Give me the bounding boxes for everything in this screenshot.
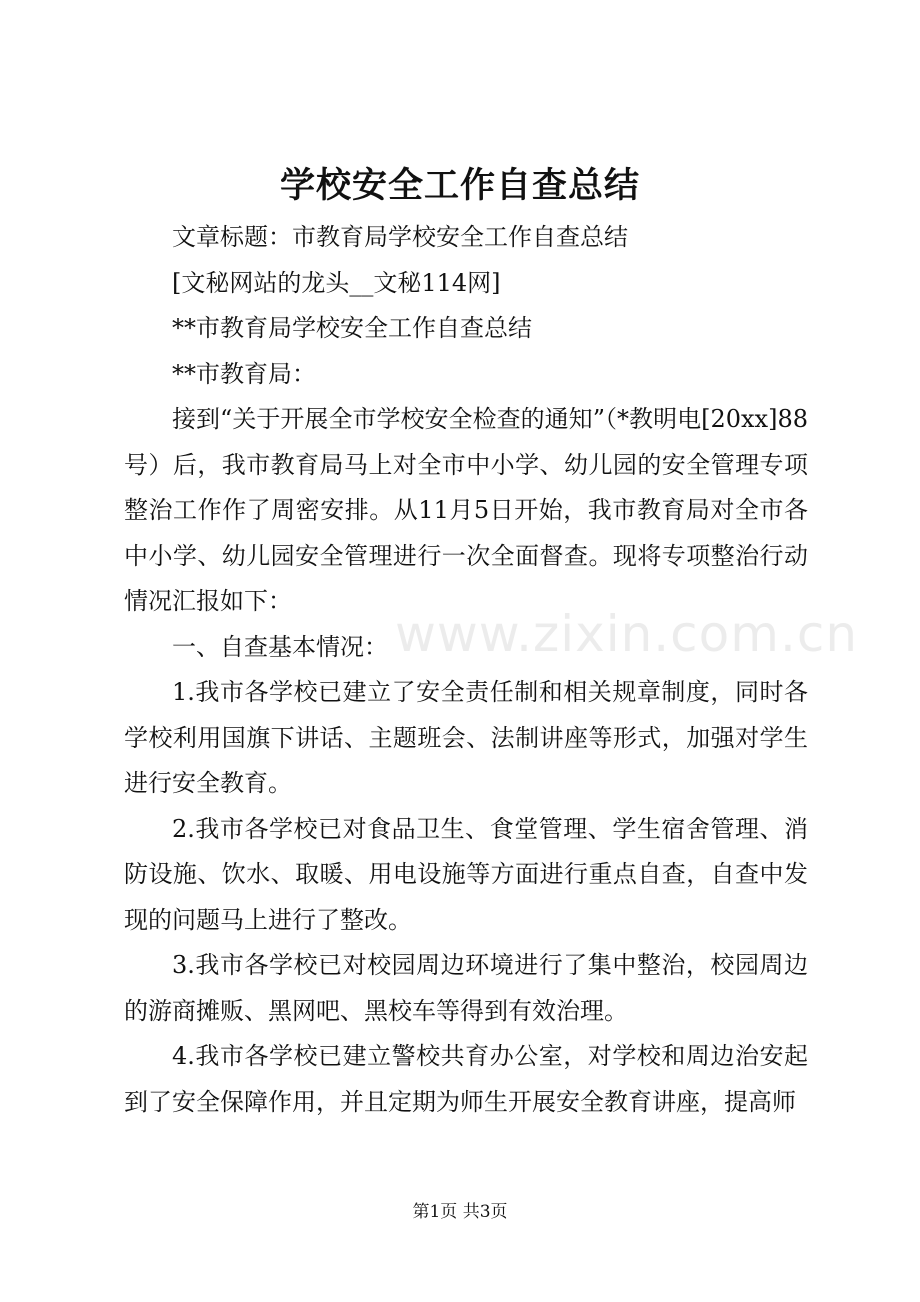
salutation-line: **市教育局： (172, 359, 316, 388)
document-body (124, 215, 808, 1125)
paragraph-item-3: 3.我市各学校已对校园周边环境进行了集中整治，校园周边的游商摊贩、黑网吧、黑校车等得到有效治理。 (124, 951, 808, 1025)
paragraph-item-1: 1.我市各学校已建立了安全责任制和相关规章制度，同时各学校利用国旗下讲话、主题班会、法制讲座等形式，加强对学生进行安全教育。 (124, 678, 808, 797)
paragraph-item-2: 2.我市各学校已对食品卫生、食堂管理、学生宿舍管理、消防设施、饮水、取暖、用电设施等方面进行重点自查，自查中发现的问题马上进行了整改。 (124, 814, 808, 934)
article-title-line: 文章标题：市教育局学校安全工作自查总结 (172, 223, 628, 251)
paragraph-intro: 接到“关于开展全市学校安全检查的通知”（*教明电[20xx]88号）后，我市教育局马上对全市中小学、幼儿园的安全管理专项整治工作作了周密安排。从11月5日开始，我市教育局对全市各中小学、幼儿园安全管理进行一次全面督查。现将专项整治行动情况汇报如下： (124, 405, 808, 615)
section-heading: 一、自查基本情况： (172, 632, 388, 661)
heading-line: **市教育局学校安全工作自查总结 (172, 314, 532, 342)
watermark: www.zixin.com.cn (395, 605, 859, 663)
source-line: [文秘网站的龙头__文秘114网] (172, 268, 501, 297)
paragraph-item-4: 4.我市各学校已建立警校共育办公室，对学校和周边治安起到了安全保障作用，并且定期为师生开展安全教育讲座，提高师 (124, 1042, 808, 1116)
document-title: 学校安全工作自查总结 (279, 165, 640, 206)
page-footer: 第1页 共3页 (412, 1202, 508, 1222)
